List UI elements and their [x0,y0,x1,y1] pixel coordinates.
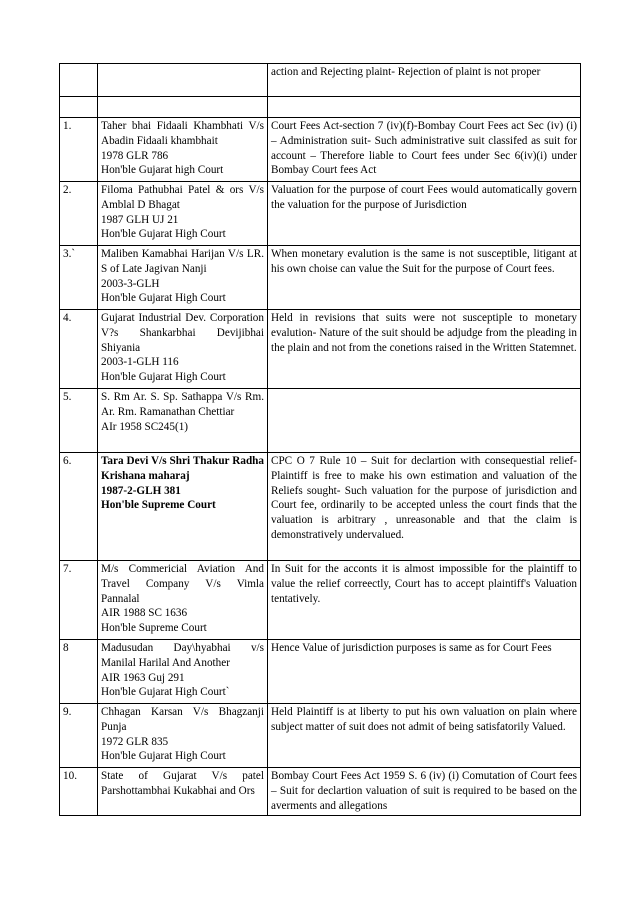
table-row [60,118,581,182]
case-citation-cell [98,453,268,561]
case-title: Tara Devi V/s Shri Thakur Radha Krishana maharaj [101,455,264,482]
serial-number-cell: 9. [60,704,98,768]
held-cell: Hence Value of jurisdiction purposes is same as for Court Fees [268,640,581,704]
case-citation: AIR 1963 Guj 291 [101,671,185,684]
case-court: Hon'ble Gujarat high Court [101,164,224,177]
case-title: Taher bhai Fidaali Khambhati V/s Abadin Fidaali khambhait [101,120,264,147]
case-court: Hon'ble Gujarat High Court [101,292,226,305]
held-cell: Court Fees Act-section 7 (iv)(f)-Bombay Court Fees act Sec (iv) (i) – Administration suit- Such administrative suit classifed as suit for account – Therefore liable to Court fees under Sec 6(iv)(i) under Bombay Court fees Act [268,118,581,182]
case-citation-cell [98,64,268,97]
serial-number-cell: 3.` [60,246,98,310]
held-cell: Held in revisions that suits were not susceptiple to monetary evalution- Nature of the suit should be adjudge from the pleading in the plain and not from the conetions raised in the Written Statemnet. [268,310,581,389]
case-court: Hon'ble Supreme Court [101,622,207,635]
case-citation-cell [98,310,268,389]
case-citation: 1987 GLH UJ 21 [101,213,179,226]
table-row [60,64,581,97]
serial-number-cell [60,97,98,118]
case-law-table-body [60,64,581,816]
table-row [60,768,581,816]
table-row [60,453,581,561]
case-court: Hon'ble Supreme Court [101,499,216,512]
serial-number-cell: 10. [60,768,98,816]
case-title: Filoma Pathubhai Patel & ors V/s Amblal D Bhagat [101,184,264,211]
serial-number-cell: 6. [60,453,98,561]
held-cell [268,389,581,453]
case-title: Madusudan Day\hyabhai v/s Manilal Harilal And Another [101,642,264,669]
table-row [60,561,581,640]
case-court: Hon'ble Gujarat High Court [101,750,226,763]
case-title: M/s Commericial Aviation And Travel Company V/s Vimla Pannalal [101,563,264,605]
case-citation: AIR 1988 SC 1636 [101,607,188,620]
serial-number-cell: 5. [60,389,98,453]
case-title: Chhagan Karsan V/s Bhagzanji Punja [101,706,264,733]
case-citation-cell [98,768,268,816]
held-cell: In Suit for the acconts it is almost impossible for the plaintiff to value the relief correectly, Court has to accept plaintiff's Valuation tentatively. [268,561,581,640]
case-citation-cell [98,182,268,246]
case-citation: AIr 1958 SC245(1) [101,420,189,433]
case-court: Hon'ble Gujarat High Court [101,371,226,384]
held-cell: CPC O 7 Rule 10 – Suit for declartion with consequestial relief- Plaintiff is free to make his own estimation and valuation of the Reliefs sought- Such valuation for the purpose of jurisdiction and Court fee, ordinarily to be accepted unless the court finds that the valuation is arbitrary , unreasonable and that the claim is demonstratively undervalued. [268,453,581,561]
case-citation-cell [98,640,268,704]
table-row [60,389,581,453]
table-row [60,640,581,704]
case-citation: 2003-1-GLH 116 [101,356,179,369]
case-citation-cell [98,389,268,453]
case-law-table [59,63,581,816]
case-citation-cell [98,118,268,182]
held-cell: Valuation for the purpose of court Fees would automatically govern the valuation for the purpose of Jurisdiction [268,182,581,246]
case-citation-cell [98,246,268,310]
table-row [60,310,581,389]
case-citation-cell [98,97,268,118]
case-court: Hon'ble Gujarat High Court` [101,686,230,699]
held-cell [268,97,581,118]
case-citation-cell [98,704,268,768]
serial-number-cell: 4. [60,310,98,389]
case-title: Gujarat Industrial Dev. Corporation V?s Shankarbhai Devijibhai Shiyania [101,312,264,354]
held-cell: When monetary evalution is the same is not susceptible, litigant at his own choise can value the Suit for the purpose of Court fees. [268,246,581,310]
held-cell: Held Plaintiff is at liberty to put his own valuation on plain where subject matter of suit does not admit of being satisfatorily Valued. [268,704,581,768]
serial-number-cell: 1. [60,118,98,182]
case-citation: 1978 GLR 786 [101,149,169,162]
case-title: S. Rm Ar. S. Sp. Sathappa V/s Rm. Ar. Rm. Ramanathan Chettiar [101,391,264,418]
serial-number-cell [60,64,98,97]
case-title: State of Gujarat V/s patel Parshottambhai Kukabhai and Ors [101,770,264,797]
held-cell: action and Rejecting plaint- Rejection of plaint is not proper [268,64,581,97]
case-citation: 2003-3-GLH [101,277,160,290]
table-row [60,182,581,246]
case-citation-cell [98,561,268,640]
serial-number-cell: 2. [60,182,98,246]
serial-number-cell: 8 [60,640,98,704]
case-citation: 1987-2-GLH 381 [101,484,181,497]
table-row [60,704,581,768]
serial-number-cell: 7. [60,561,98,640]
case-title: Maliben Kamabhai Harijan V/s LR. S of Late Jagivan Nanji [101,248,264,275]
case-citation: 1972 GLR 835 [101,735,169,748]
case-court: Hon'ble Gujarat High Court [101,228,226,241]
table-row [60,246,581,310]
held-cell: Bombay Court Fees Act 1959 S. 6 (iv) (i) Comutation of Court fees – Suit for declartion valuation of suit is required to be based on the averments and allegations [268,768,581,816]
table-row [60,97,581,118]
